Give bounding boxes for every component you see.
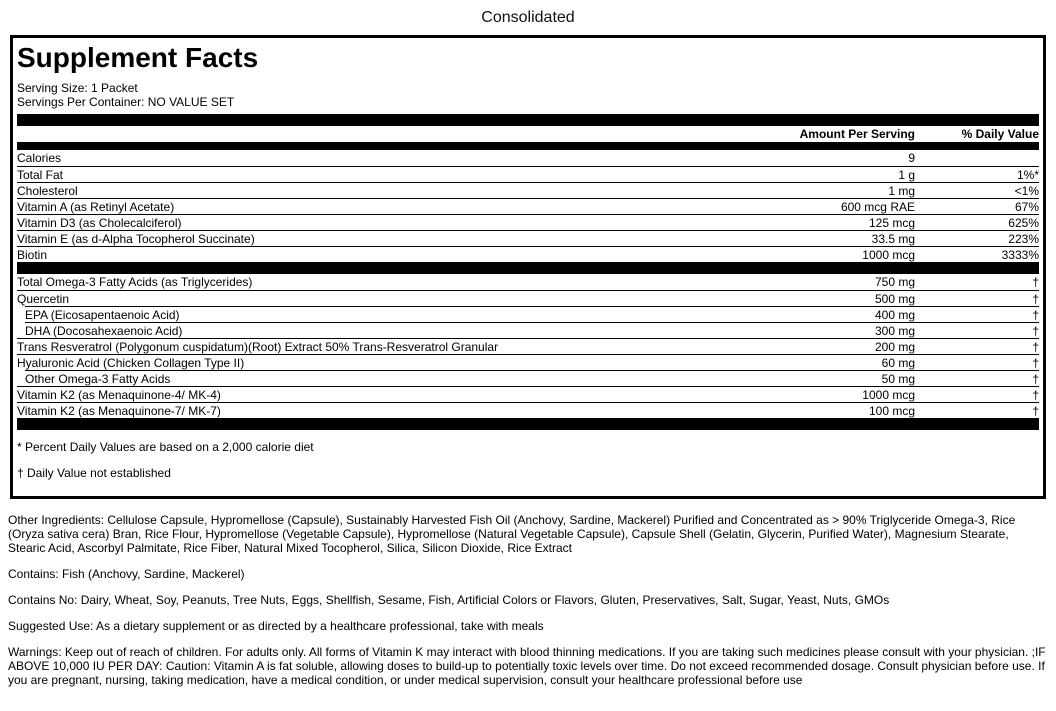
nutrient-daily-value: 1%* [1016,167,1039,182]
table-row [17,354,1039,370]
table-row [25,370,1039,386]
nutrient-daily-value: 625% [1008,215,1039,230]
nutrient-name: EPA (Eicosapentaenoic Acid) [25,307,180,322]
nutrient-daily-value: † [1032,403,1039,418]
nutrient-daily-value: † [1032,323,1039,338]
contains-text: Contains: Fish (Anchovy, Sardine, Mackerel) [8,567,245,581]
table-row [17,402,1039,418]
servings-per-container: Servings Per Container: NO VALUE SET [17,95,235,109]
nutrient-amount: 300 mg [874,323,915,338]
nutrient-amount: 60 mg [881,355,915,370]
nutrient-amount: 1000 mcg [862,387,915,402]
nutrient-name: Vitamin A (as Retinyl Acetate) [17,199,175,214]
nutrient-amount: 9 [908,151,915,165]
nutrient-name: Trans Resveratrol (Polygonum cuspidatum)(Root) Extract 50% Trans-Resveratrol Granular [17,339,499,354]
label-details [8,513,1048,687]
nutrient-name: Biotin [17,247,48,262]
nutrient-amount: 750 mg [874,275,915,289]
table-row [17,230,1039,246]
footnote-percent-daily-values: * Percent Daily Values are based on a 2,000 calorie diet [17,440,314,454]
table-header [17,126,1039,142]
nutrient-name: Vitamin K2 (as Menaquinone-4/ MK-4) [17,387,221,402]
nutrient-name: Vitamin E (as d-Alpha Tocopherol Succinate) [17,231,255,246]
nutrient-daily-value: 3333% [1001,247,1039,262]
nutrient-amount: 1 mg [888,183,915,198]
nutrient-name: DHA (Docosahexaenoic Acid) [25,323,183,338]
table-row [17,246,1039,262]
table-row [17,166,1039,182]
divider-bar-header [17,142,1039,150]
nutrient-amount: 100 mcg [868,403,915,418]
table-row [17,338,1039,354]
nutrient-name: Total Fat [17,167,64,182]
contains-no-text: Contains No: Dairy, Wheat, Soy, Peanuts, Tree Nuts, Eggs, Shellfish, Sesame, Fish, Artificial Colors or Flavors, Gluten, Preservatives, Salt, Sugar, Yeast, Nuts, GMOs [8,593,890,607]
other-ingredients-text: Other Ingredients: Cellulose Capsule, Hypromellose (Capsule), Sustainably Harvested Fish Oil (Anchovy, Sardine, Mackerel) Purified and Concentrated as > 90% Triglyceride Omega-3, Rice (Oryza sativa cera) Bran, Rice Flour, Hypromellose (Vegetable Capsule), Hypromellose (Natural Vegetable Capsule), Capsule Shell (Gelatin, Glycerin, Purified Water), Magnesium Stearate, Stearic Acid, Ascorbyl Palmitate, Rice Fiber, Natural Mixed Tocopherol, Silica, Silicon Dioxide, Rice Extract [8,513,1016,555]
table-row [17,290,1039,306]
nutrient-daily-value: † [1032,339,1039,354]
nutrient-daily-value: 223% [1008,231,1039,246]
suggested-use-text: Suggested Use: As a dietary supplement or as directed by a healthcare professional, take with meals [8,619,544,633]
nutrient-daily-value: † [1032,371,1039,386]
nutrient-name: Calories [17,151,62,165]
nutrient-section-other [17,274,1039,418]
nutrient-daily-value: 67% [1014,199,1039,214]
nutrient-amount: 200 mg [874,339,915,354]
nutrient-name: Total Omega-3 Fatty Acids (as Triglycerides) [17,275,253,289]
page-title: Consolidated [481,9,575,26]
nutrient-amount: 1000 mcg [862,247,915,262]
table-row [17,274,1039,290]
nutrient-amount: 33.5 mg [871,231,915,246]
nutrient-name: Cholesterol [17,183,78,198]
amount-per-serving-header: Amount Per Serving [799,127,915,141]
nutrient-daily-value: † [1032,275,1039,289]
nutrient-amount: 125 mcg [868,215,915,230]
table-row [25,306,1039,322]
nutrient-name: Vitamin D3 (as Cholecalciferol) [17,215,182,230]
table-row [17,182,1039,198]
nutrient-amount: 500 mg [874,291,915,306]
table-row [17,150,1039,166]
nutrient-name: Vitamin K2 (as Menaquinone-7/ MK-7) [17,403,221,418]
divider-bar-bottom [17,418,1039,430]
nutrient-amount: 600 mcg RAE [840,199,915,214]
divider-bar-middle [17,262,1039,274]
nutrient-name: Other Omega-3 Fatty Acids [25,371,171,386]
table-row [17,198,1039,214]
supplement-facts-panel [10,35,1046,499]
warnings-text: Warnings: Keep out of reach of children. For adults only. All forms of Vitamin K may interact with blood thinning medications. If you are taking such medicines please consult with your physician. ;IF ABOVE 10,000 IU PER DAY: Caution: Vitamin A is fat soluble, allowing doses to build-up to potentially toxic levels over time. Do not exceed recommended dosage. Consult physician before use. If you are pregnant, nursing, taking medication, have a medical condition, or under medical supervision, consult your healthcare professional before use [8,645,1046,687]
nutrient-amount: 1 g [898,167,915,182]
nutrient-amount: 50 mg [881,371,915,386]
serving-size: Serving Size: 1 Packet [17,81,138,95]
divider-bar-top [17,114,1039,126]
table-row [25,322,1039,338]
table-row [17,386,1039,402]
nutrient-daily-value: † [1032,291,1039,306]
nutrient-daily-value: † [1032,355,1039,370]
nutrient-name: Quercetin [17,291,70,306]
nutrient-amount: 400 mg [874,307,915,322]
table-row [17,214,1039,230]
nutrient-section-main [17,150,1039,262]
percent-daily-value-header: % Daily Value [961,127,1039,141]
supplement-facts-title: Supplement Facts [17,42,259,73]
nutrient-daily-value: † [1032,387,1039,402]
nutrient-name: Hyaluronic Acid (Chicken Collagen Type II) [17,355,245,370]
footnote-daily-value-not-established: † Daily Value not established [17,466,171,480]
nutrient-daily-value: † [1032,307,1039,322]
nutrient-daily-value: <1% [1014,183,1039,198]
